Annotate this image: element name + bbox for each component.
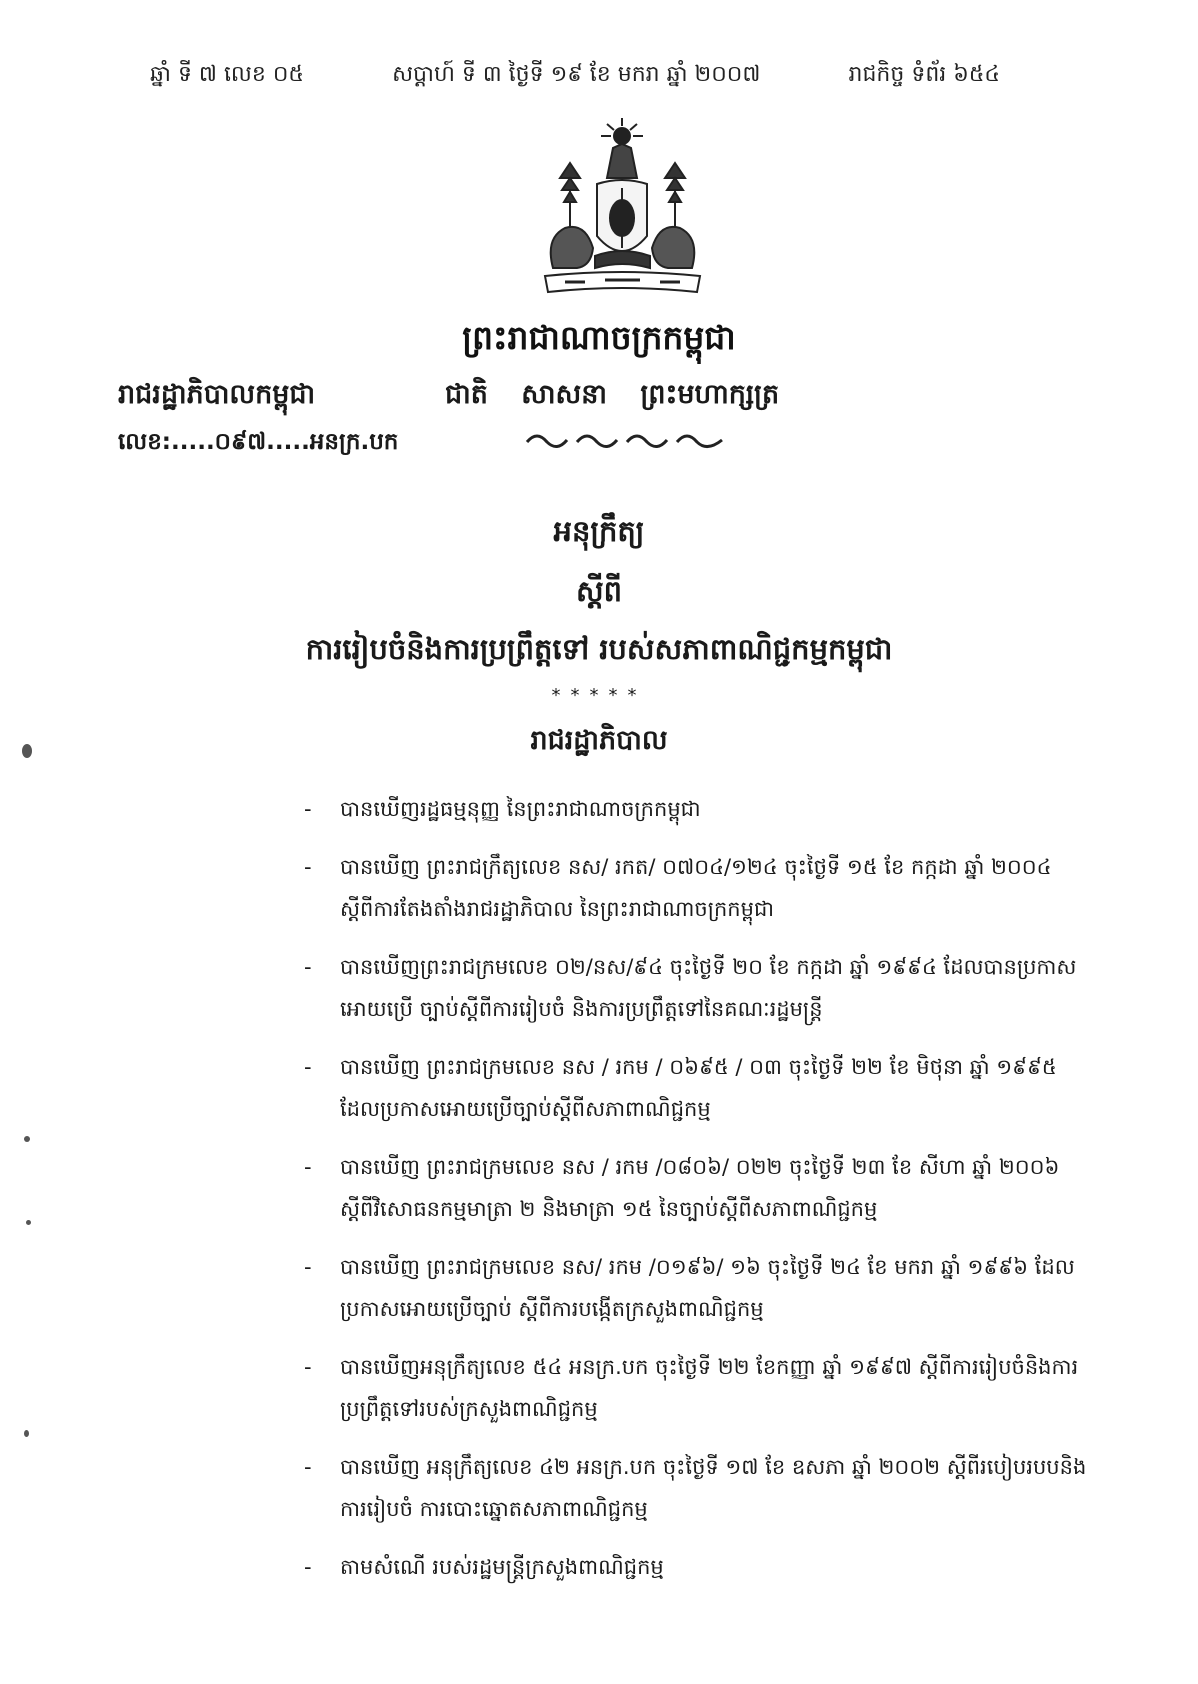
reference-text: បានឃើញ ព្រះរាជក្រមលេខ នស/ រកម /០១៩៦/ ១៦ ចុះថ្ងៃទី ២៤ ខែ មករា ឆ្នាំ ១៩៩៦ ដែលប្រកាសអោយប្រើច្បាប់ ស្តីពីការបង្កើតក្រសួងពាណិជ្ជកម្ម xyxy=(340,1255,1075,1321)
reference-text: បានឃើញអនុក្រឹត្យលេខ ៥៤ អនក្រ.បក ចុះថ្ងៃទី ២២ ខែកញ្ញា ឆ្នាំ ១៩៩៧ ស្តីពីការរៀបចំនិងការប្រព្រឹត្តទៅរបស់ក្រសួងពាណិជ្ជកម្ម xyxy=(340,1355,1079,1421)
list-item xyxy=(300,1246,1090,1330)
list-item xyxy=(300,1446,1090,1530)
reference-text: បានឃើញ អនុក្រឹត្យលេខ ៤២ អនក្រ.បក ចុះថ្ងៃទី ១៧ ខែ ឧសភា ឆ្នាំ ២០០២ ស្តីពីរបៀបរបបនិងការរៀបចំ ការបោះឆ្នោតសភាពាណិជ្ជកម្ម xyxy=(340,1455,1087,1521)
list-item xyxy=(300,1346,1090,1430)
scan-speck xyxy=(26,1220,31,1225)
scan-speck xyxy=(24,1136,30,1142)
list-item xyxy=(300,1546,1090,1588)
list-item xyxy=(300,788,1090,830)
list-dash: - xyxy=(304,797,312,821)
decree-label: អនុក្រឹត្យ xyxy=(553,514,645,548)
gazette-date: សប្តាហ៍ ទី ៣ ថ្ងៃទី ១៩ ខែ មករា ឆ្នាំ ២០០៧ xyxy=(392,62,761,87)
royal-coat-of-arms-icon xyxy=(535,118,710,298)
government-name: រាជរដ្ឋាភិបាលកម្ពុជា xyxy=(118,379,316,410)
reference-text: តាមសំណើ របស់រដ្ឋមន្ត្រីក្រសួងពាណិជ្ជកម្ម xyxy=(340,1555,664,1579)
legal-references-list xyxy=(300,788,1090,1604)
decree-subject: ការរៀបចំនិងការប្រព្រឹត្តទៅ របស់សភាពាណិជ្ជកម្មកម្ពុជា xyxy=(305,632,893,666)
reference-text: បានឃើញរដ្ឋធម្មនុញ្ញ នៃព្រះរាជាណាចក្រកម្ពុជា xyxy=(340,797,701,821)
list-item xyxy=(300,1046,1090,1130)
concerning-label: ស្តីពី xyxy=(575,574,623,608)
government-heading: រាជរដ្ឋាភិបាល xyxy=(530,725,668,756)
reference-text: បានឃើញ ព្រះរាជក្រមលេខ នស / រកម /០៨០៦/ ០២២ ចុះថ្ងៃទី ២៣ ខែ សីហា ឆ្នាំ ២០០៦ ស្តីពីវិសោធនកម្មមាត្រា ២ និងមាត្រា ១៥ នៃច្បាប់ស្តីពីសភាពាណិជ្ជកម្ម xyxy=(340,1155,1060,1221)
decree-number: លេខ:.....០៩៧.....អនក្រ.បក xyxy=(118,429,399,455)
scan-speck xyxy=(22,744,32,758)
ornament-divider-icon xyxy=(522,426,732,454)
list-dash: - xyxy=(304,955,312,979)
reference-text: បានឃើញព្រះរាជក្រមលេខ ០២/នស/៩៤ ចុះថ្ងៃទី ២០ ខែ កក្កដា ឆ្នាំ ១៩៩៤ ដែលបានប្រកាសអោយប្រើ ច្បាប់ស្តីពីការរៀបចំ និងការប្រព្រឹត្តទៅនៃគណៈរដ្ឋមន្ត្រី xyxy=(340,955,1077,1021)
list-dash: - xyxy=(304,1355,312,1379)
star-separator: ***** xyxy=(551,685,647,706)
list-dash: - xyxy=(304,1155,312,1179)
gazette-page-number: រាជកិច្ច ទំព័រ ៦៥៤ xyxy=(848,62,1000,87)
list-dash: - xyxy=(304,855,312,879)
reference-text: បានឃើញ ព្រះរាជក្រឹត្យលេខ នស/ រកត/ ០៧០៤/១២៤ ចុះថ្ងៃទី ១៥ ខែ កក្កដា ឆ្នាំ ២០០៤ ស្តីពីការតែងតាំងរាជរដ្ឋាភិបាល នៃព្រះរាជាណាចក្រកម្ពុជា xyxy=(340,855,1052,921)
reference-text: បានឃើញ ព្រះរាជក្រមលេខ នស / រកម / ០៦៩៥ / ០៣ ចុះថ្ងៃទី ២២ ខែ មិថុនា ឆ្នាំ ១៩៩៥ ដែលប្រកាសអោយប្រើច្បាប់ស្តីពីសភាពាណិជ្ជកម្ម xyxy=(340,1055,1057,1121)
list-item xyxy=(300,846,1090,930)
gazette-header xyxy=(150,56,1000,96)
list-dash: - xyxy=(304,1055,312,1079)
list-item xyxy=(300,1146,1090,1230)
national-motto: ជាតិ សាសនា ព្រះមហាក្សត្រ xyxy=(445,379,780,410)
list-dash: - xyxy=(304,1555,312,1579)
gazette-volume: ឆ្នាំ ទី ៧ លេខ ០៥ xyxy=(150,62,304,87)
scan-speck xyxy=(24,1430,29,1437)
list-item xyxy=(300,946,1090,1030)
list-dash: - xyxy=(304,1455,312,1479)
kingdom-title: ព្រះរាជាណាចក្រកម្ពុជា xyxy=(462,318,736,357)
list-dash: - xyxy=(304,1255,312,1279)
